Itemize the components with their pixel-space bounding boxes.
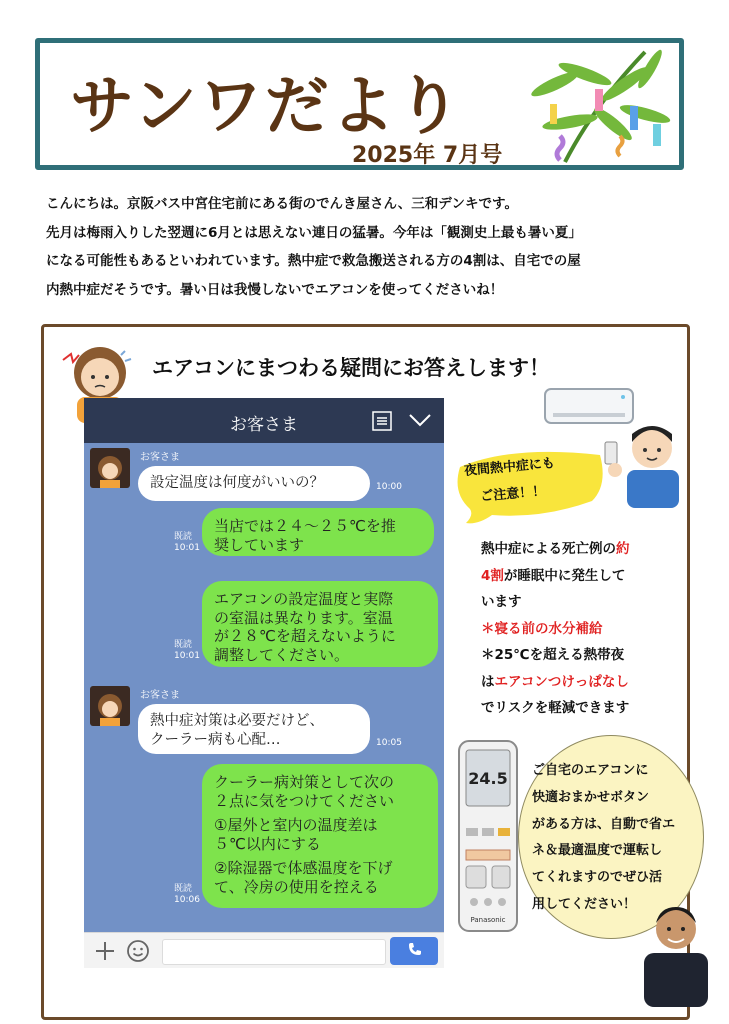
message-line: が２８℃を超えないように (214, 627, 396, 645)
chat-header (84, 398, 444, 443)
message-line: 熱中症対策は必要だけど、 (150, 713, 324, 729)
intro-line: 内熱中症だそうです。暑い日は我慢しないでエアコンを使ってくださいね！ (46, 281, 504, 298)
message-time: 10:00 (376, 482, 402, 492)
tip-line: 快適おまかせボタン (532, 789, 650, 805)
text-span: は (481, 673, 495, 690)
message-line: ①屋外と室内の温度差は (214, 816, 378, 834)
intro-line: 先月は梅雨入りした翌週に6月とは思えない連日の猛暑。今年は「観測史上最も暑い夏」 (46, 224, 582, 241)
chat-window (84, 398, 444, 968)
message-line: ２点に気をつけてください (214, 791, 395, 810)
tip-line: ネ＆最適温度で運転し (532, 843, 663, 859)
tip-line: がある方は、自動で省エ (532, 816, 676, 832)
message-line: エアコンの設定温度と実際 (214, 590, 394, 608)
message-line: 当店では２４～２５℃を推 (214, 517, 396, 535)
info-line (481, 669, 630, 696)
message-time: 10:06 (174, 895, 200, 905)
tanabata-bamboo-illustration (525, 44, 675, 166)
info-line (481, 536, 630, 563)
highlight-text: エアコンつけっぱなし (494, 673, 629, 690)
issue-date: 2025年 7月号 (352, 143, 503, 168)
message-line: ②除湿器で体感温度を下げ (214, 859, 393, 877)
chat-message-outgoing (202, 764, 438, 908)
intro-text (46, 190, 686, 304)
avatar (90, 448, 130, 488)
read-status: 既読 (174, 884, 193, 894)
info-line: います (481, 594, 522, 610)
plus-icon[interactable] (94, 940, 116, 962)
remote-display: 24.5 (468, 769, 508, 788)
menu-icon[interactable] (372, 411, 392, 431)
message-line: 調整してください。 (214, 645, 350, 664)
text-span: が睡眠中に発生して (503, 567, 626, 584)
sender-name: お客さま (140, 452, 180, 463)
highlight-text: 約 (616, 541, 630, 557)
message-line: 奨しています (214, 535, 305, 554)
phone-icon (390, 937, 438, 965)
info-line (481, 563, 630, 590)
info-line: でリスクを軽減できます (481, 700, 630, 716)
message-line: 設定温度は何度がいいの？ (150, 475, 324, 491)
intro-line: になる可能性もあるといわれています。熱中症で救急搬送される方の4割は、自宅での屋 (46, 253, 581, 269)
message-time: 10:01 (174, 543, 200, 553)
message-line: て、冷房の使用を控える (214, 877, 379, 896)
aircon-remote-illustration (456, 738, 520, 934)
chat-input-bar (84, 932, 444, 968)
smile-icon[interactable] (126, 939, 150, 963)
tip-line: てくれますのでぜひ活 (532, 870, 663, 886)
chat-message-outgoing (202, 581, 438, 667)
read-status: 既読 (174, 640, 193, 650)
newsletter-title: サンワだより (70, 70, 463, 144)
message-time: 10:01 (174, 651, 200, 661)
tip-line: ご自宅のエアコンに (532, 763, 649, 778)
message-line: クーラー病も心配… (150, 732, 281, 748)
chat-message-outgoing (202, 508, 434, 556)
message-line: ５℃以内にする (214, 834, 321, 853)
info-line-highlight: ＊寝る前の水分補給 (481, 620, 603, 637)
heatstroke-info (481, 536, 630, 722)
read-status: 既読 (174, 532, 193, 542)
staff-photo (640, 895, 710, 1007)
text-span: 熱中症による死亡例の (481, 541, 616, 557)
call-button[interactable] (390, 937, 438, 965)
chat-message-incoming (138, 704, 370, 754)
message-line: の室温は異なります。室温 (214, 608, 393, 627)
avatar (90, 686, 130, 726)
highlight-text: 4割 (481, 567, 504, 584)
callout-line: 夜間熱中症にも (463, 456, 556, 479)
sender-name: お客さま (140, 690, 180, 701)
section-title: エアコンにまつわる疑問にお答えします！ (152, 356, 550, 380)
intro-line: こんにちは。京阪バス中宮住宅前にある街のでんき屋さん、三和デンキです。 (46, 196, 518, 212)
tip-line: 用してください！ (532, 896, 637, 912)
message-line: クーラー病対策として次の (214, 773, 395, 791)
chat-title: お客さま (230, 415, 298, 435)
info-line: ＊25℃を超える熱帯夜 (481, 647, 625, 663)
callout-line: ご注意！！ (479, 483, 546, 505)
message-time: 10:05 (376, 738, 402, 748)
chat-message-incoming (138, 466, 370, 501)
remote-brand: Panasonic (470, 916, 506, 924)
man-with-remote-illustration (597, 418, 687, 510)
message-input[interactable] (162, 939, 386, 965)
chevron-down-icon[interactable] (408, 412, 432, 428)
